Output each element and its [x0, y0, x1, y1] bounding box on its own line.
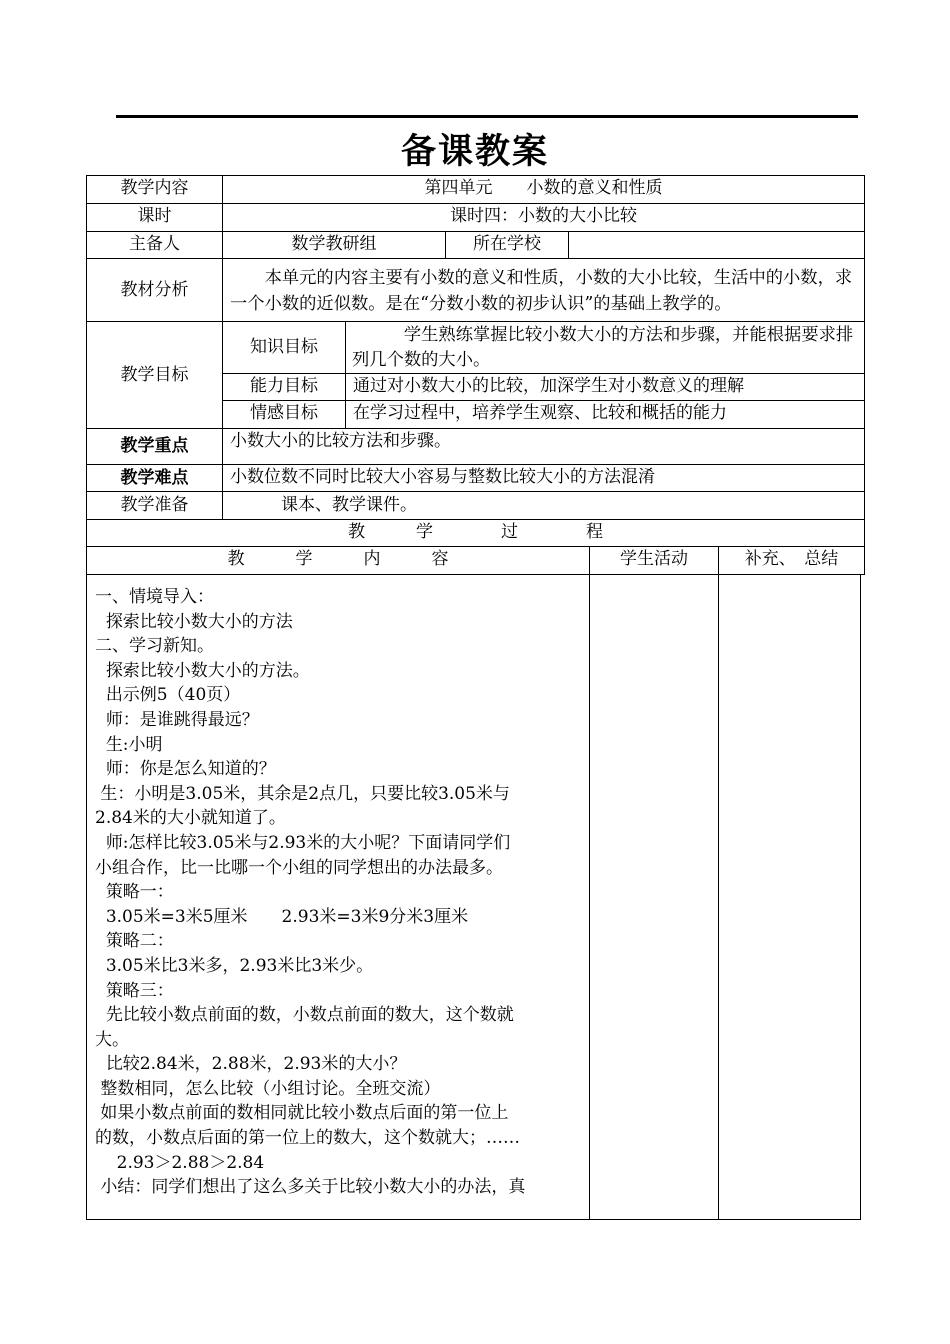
knowledge-label: 知识目标: [250, 337, 318, 357]
body-line: 一、情境导入：: [95, 587, 214, 607]
body-line: 先比较小数点前面的数，小数点前面的数大，这个数就: [95, 1005, 514, 1026]
body-line: 如果小数点前面的数相同就比较小数点后面的第一位上: [95, 1103, 509, 1124]
body-line: 出示例5（40页）: [95, 685, 241, 706]
lesson-body: [95, 585, 583, 1200]
body-line: 大。: [95, 1029, 129, 1050]
difficulty-value: 小数位数不同时比较大小容易与整数比较大小的方法混淆: [230, 467, 655, 487]
preparer-value: 数学教研组: [291, 234, 377, 254]
lesson-value: 课时四：小数的大小比较: [450, 206, 637, 226]
emotion-value: 在学习过程中，培养学生观察、比较和概括的能力: [353, 403, 727, 423]
body-line: 师：你是怎么知道的？: [95, 759, 276, 780]
table-left-border: [86, 175, 87, 1219]
body-line: 比较2.84米，2.88米，2.93米的大小？: [95, 1054, 407, 1075]
body-line: 的数，小数点后面的第一位上的数大，这个数就大；……: [95, 1128, 520, 1149]
body-line: 小组合作，比一比哪一个小组的同学想出的办法最多。: [95, 857, 503, 878]
content-label: 教学内容: [120, 178, 189, 198]
body-line: 师：是谁跳得最远？: [95, 709, 259, 730]
body-line: 策略一：: [95, 882, 174, 903]
body-line: 策略三：: [95, 980, 174, 1001]
process-title: 教 学 过 程: [348, 522, 603, 542]
col-summary-header: 补充、 总结: [744, 549, 839, 569]
page-title: 备课教案: [400, 132, 549, 172]
preparer-label: 主备人: [129, 234, 180, 254]
analysis-label: 教材分析: [120, 280, 189, 300]
col-content-header: 教 学 内 容: [227, 549, 449, 569]
body-line: 探索比较小数大小的方法。: [95, 660, 310, 681]
emotion-label: 情感目标: [250, 403, 318, 423]
goals-label: 教学目标: [120, 365, 189, 385]
difficulty-label: 教学难点: [120, 468, 189, 488]
body-line: 小结：同学们想出了这么多关于比较小数大小的办法，真: [95, 1177, 526, 1198]
knowledge-value: 学生熟练掌握比较小数大小的方法和步骤，并能根据要求排列几个数的大小。: [352, 325, 854, 370]
body-line: 2.93＞2.88＞2.84: [95, 1152, 265, 1173]
analysis-value: 本单元的内容主要有小数的意义和性质，小数的大小比较，生活中的小数，求一个小数的近似数。是在“分数小数的初步认识”的基础上教学的。: [230, 268, 853, 314]
key-value: 小数大小的比较方法和步骤。: [230, 431, 451, 451]
prep-value: 课本、教学课件。: [230, 495, 417, 515]
col-activity-header: 学生活动: [620, 549, 688, 569]
body-line: 生:小明: [95, 734, 163, 755]
school-label: 所在学校: [473, 234, 541, 254]
body-line: 整数相同，怎么比较（小组讨论。全班交流）: [95, 1078, 441, 1099]
content-value: 第四单元 小数的意义和性质: [424, 178, 663, 198]
body-line: 3.05米=3米5厘米 2.93米=3米9分米3厘米: [95, 906, 469, 927]
key-label: 教学重点: [120, 436, 189, 456]
body-line: 策略二：: [95, 931, 174, 952]
body-line: 二、学习新知。: [95, 636, 214, 657]
table-bottom-border: [86, 1219, 861, 1220]
lesson-label: 课时: [137, 206, 172, 226]
table-right-border: [864, 175, 865, 574]
body-line: 探索比较小数大小的方法: [95, 611, 293, 632]
prep-label: 教学准备: [120, 495, 189, 515]
ability-label: 能力目标: [250, 376, 318, 396]
body-line: 3.05米比3米多，2.93米比3米少。: [95, 955, 374, 976]
body-line: 师:怎样比较3.05米与2.93米的大小呢？下面请同学们: [95, 832, 511, 853]
body-line: 生：小明是3.05米，其余是2点几，只要比较3.05米与: [95, 783, 510, 804]
header-rule: [116, 115, 858, 118]
body-line: 2.84米的大小就知道了。: [95, 808, 286, 829]
ability-value: 通过对小数大小的比较，加深学生对小数意义的理解: [353, 376, 744, 396]
school-value: [569, 232, 864, 258]
